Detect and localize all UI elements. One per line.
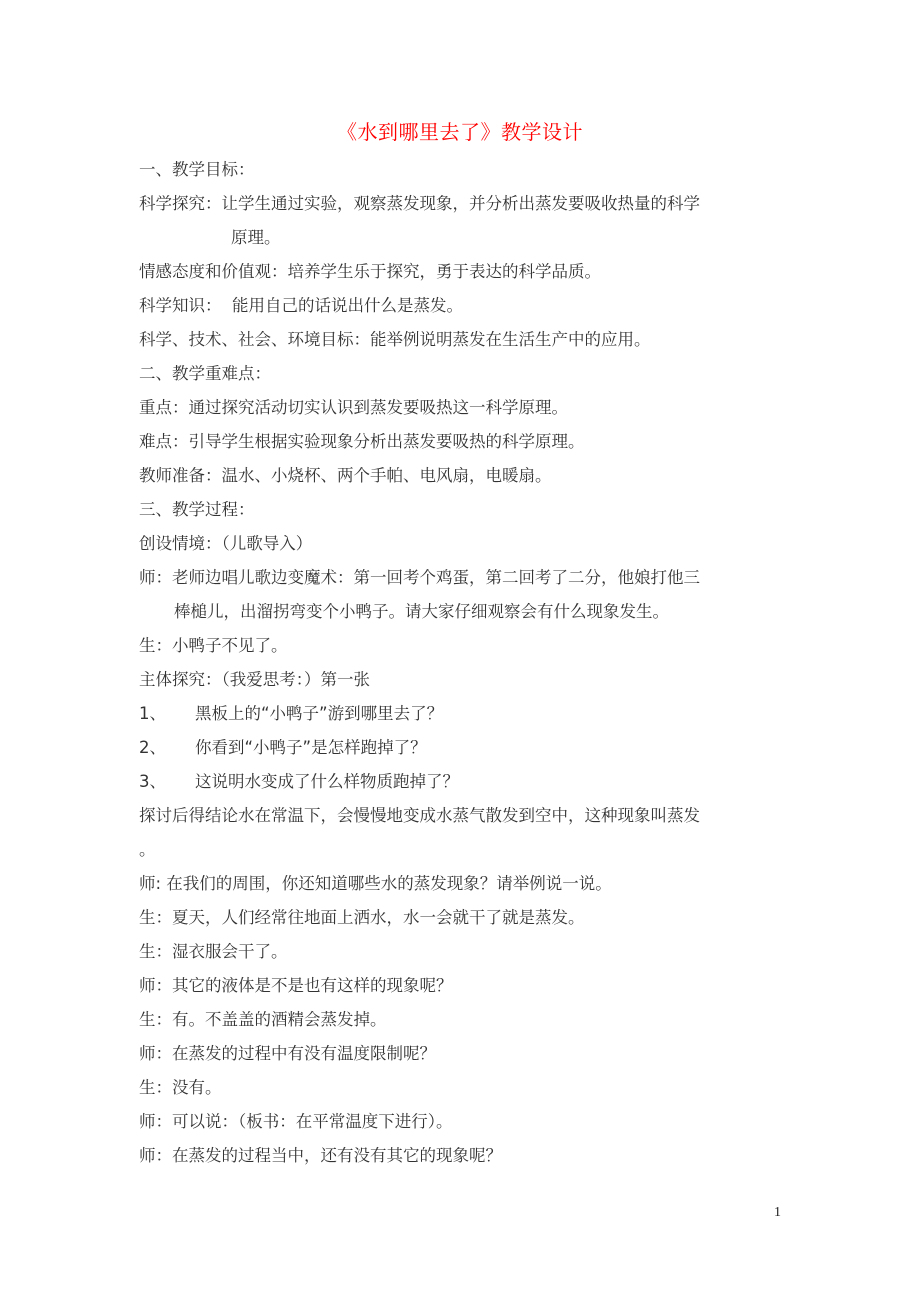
dialogue-teacher: 师：其它的液体是不是也有这样的现象呢？ (139, 976, 453, 995)
dialogue-student: 生：没有。 (139, 1078, 222, 1097)
paragraph-teacher-prep: 教师准备：温水、小烧杯、两个手帕、电风扇，电暖扇。 (139, 466, 552, 485)
dialogue-student: 生：夏天，人们经常往地面上洒水，水一会就干了就是蒸发。 (139, 908, 585, 927)
dialogue-teacher-song: 师：老师边唱儿歌边变魔术：第一回考个鸡蛋，第二回考了二分，他娘打他三 (139, 568, 700, 587)
list-item-text: 你看到“小鸭子”是怎样跑掉了？ (195, 738, 427, 757)
paragraph-difficulty: 难点：引导学生根据实验现象分析出蒸发要吸热的科学原理。 (139, 432, 585, 451)
paragraph-attitude-values: 情感态度和价值观：培养学生乐于探究，勇于表达的科学品质。 (139, 262, 601, 281)
section-heading-process: 三、教学过程： (139, 500, 255, 519)
dialogue-teacher: 师：在蒸发的过程中有没有温度限制呢？ (139, 1044, 436, 1063)
list-item-text: 黑板上的“小鸭子”游到哪里去了？ (195, 704, 444, 723)
paragraph-main-inquiry: 主体探究：（我爱思考：）第一张 (139, 670, 370, 689)
dialogue-teacher: 师：在蒸发的过程当中，还有没有其它的现象呢？ (139, 1146, 502, 1165)
page-number: 1 (774, 1205, 781, 1220)
dialogue-teacher: 师：可以说：（板书：在平常温度下进行）。 (139, 1112, 453, 1131)
paragraph-science-knowledge: 科学知识： 能用自己的话说出什么是蒸发。 (139, 296, 463, 315)
list-item (139, 765, 779, 799)
list-item (139, 731, 779, 765)
list-item (139, 697, 779, 731)
paragraph-stse-goal: 科学、技术、社会、环境目标：能举例说明蒸发在生活生产中的应用。 (139, 330, 651, 349)
paragraph-key-point: 重点：通过探究活动切实认识到蒸发要吸热这一科学原理。 (139, 398, 568, 417)
list-item-number: 2、 (139, 738, 166, 757)
list-item-number: 1、 (139, 704, 166, 723)
dialogue-student: 生：小鸭子不见了。 (139, 636, 288, 655)
dialogue-student: 生：湿衣服会干了。 (139, 942, 288, 961)
document-body (139, 153, 779, 1173)
paragraph-scenario: 创设情境：（儿歌导入） (139, 534, 313, 553)
paragraph-science-inquiry: 科学探究：让学生通过实验，观察蒸发现象，并分析出蒸发要吸收热量的科学 (139, 194, 700, 213)
dialogue-teacher: 师: 在我们的周围，你还知道哪些水的蒸发现象？请举例说一说。 (139, 874, 612, 893)
paragraph-science-inquiry-continued: 原理。 (231, 228, 281, 247)
list-item-text: 这说明水变成了什么样物质跑掉了？ (195, 772, 459, 791)
section-heading-key-points: 二、教学重难点： (139, 364, 271, 383)
dialogue-student: 生：有。不盖盖的酒精会蒸发掉。 (139, 1010, 387, 1029)
list-item-number: 3、 (139, 772, 166, 791)
paragraph-conclusion-period: 。 (139, 840, 156, 859)
section-heading-objectives: 一、教学目标： (139, 160, 255, 179)
dialogue-teacher-song-continued: 棒槌儿，出溜拐弯变个小鸭子。请大家仔细观察会有什么现象发生。 (174, 602, 669, 621)
paragraph-conclusion: 探讨后得结论水在常温下，会慢慢地变成水蒸气散发到空中，这种现象叫蒸发 (139, 806, 700, 825)
document-title: 《水到哪里去了》教学设计 (337, 120, 583, 144)
